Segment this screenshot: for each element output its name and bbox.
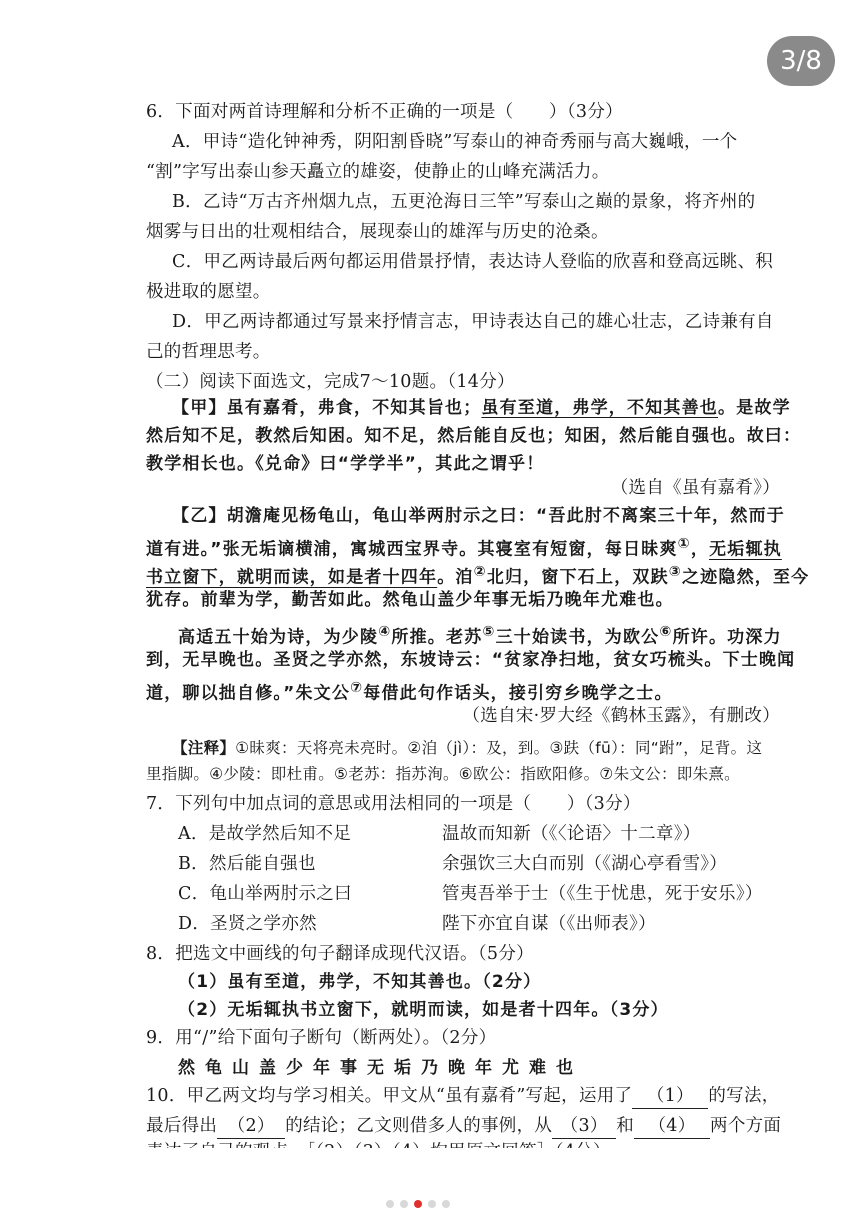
passage-jia-line3: 教学相长也。《兑命》曰“学学半”，其此之谓乎！ — [146, 454, 545, 474]
passage-yi-text: 道，聊以拙自修。”朱文公 — [146, 683, 351, 704]
footnote-marker: ② — [473, 564, 487, 580]
passage-yi-line1: 【乙】胡澹庵见杨龟山，龟山举两肘示之曰：“吾此肘不离案三十年，然而于 — [172, 506, 785, 526]
q10-text: 和 — [616, 1116, 635, 1136]
page-dots — [386, 1200, 450, 1208]
passage-yi-text: 北归，窗下石上，双趺 — [486, 567, 669, 588]
q10-line1 — [146, 1084, 780, 1109]
q7-option-c-left: C．龟山举两肘示之曰 — [178, 884, 352, 904]
q6-option-c-line2: 极进取的愿望。 — [146, 282, 271, 302]
footnote-marker: ⑦ — [350, 680, 364, 696]
q8-stem: 8．把选文中画线的句子翻译成现代汉语。（5分） — [146, 944, 534, 964]
page-dot-active[interactable] — [414, 1200, 422, 1208]
passage-yi-line2 — [146, 532, 782, 562]
passage-yi-line3 — [146, 560, 809, 590]
page-dot[interactable] — [442, 1200, 450, 1208]
page-dot[interactable] — [400, 1200, 408, 1208]
notes-text: ①昧爽：天将亮未亮时。②洎（jì）：及，到。③趺（fū）：同“跗”，足背。这 — [235, 739, 763, 757]
passage-yi-text: 高适五十始为诗，为少陵 — [178, 627, 379, 648]
passage-jia-text: 【甲】虽有嘉肴，弗食，不知其旨也； — [172, 398, 482, 418]
passage-yi-text: 所推。老苏 — [391, 627, 483, 648]
notes-line2: 里指脚。④少陵：即杜甫。⑤老苏：指苏洵。⑥欧公：指欧阳修。⑦朱文公：即朱熹。 — [146, 765, 740, 783]
q10-text: 两个方面 — [710, 1116, 782, 1136]
passage-yi-line4: 犹存。前辈为学，勤苦如此。然龟山盖少年事无垢乃晚年尤难也。 — [146, 590, 674, 610]
q7-option-a-right: 温故而知新（《〈论语〉十二章》） — [442, 824, 701, 844]
section-2-heading: （二）阅读下面选文，完成7～10题。（14分） — [146, 372, 515, 392]
q10-line2 — [146, 1114, 781, 1139]
footnote-marker: ③ — [668, 564, 682, 580]
q9-sentence: 然龟山盖少年事无垢乃晚年尤难也 — [178, 1058, 583, 1078]
notes-line1 — [172, 736, 762, 760]
passage-yi-text: ， — [690, 539, 710, 560]
underlined-sentence-2-part1: 无垢辄执 — [709, 539, 782, 560]
passage-yi-p2-line1 — [178, 620, 782, 650]
q6-option-a-line2: “割”字写出泰山参天矗立的雄姿，使静止的山峰充满活力。 — [146, 162, 610, 182]
answer-blank-3[interactable]: （3） — [552, 1114, 616, 1139]
q8-sentence-1: （1）虽有至道，弗学，不知其善也。（2分） — [178, 972, 542, 992]
passage-yi-text: 每借此句作话头，接引穷乡晚学之士。 — [363, 683, 673, 704]
footnote-marker: ⑥ — [659, 624, 673, 640]
q6-option-a-line1: A．甲诗“造化钟神秀，阴阳割昏晓”写泰山的神奇秀丽与高大巍峨，一个 — [172, 132, 738, 152]
notes-label: 【注释】 — [172, 739, 236, 757]
passage-yi-source: （选自宋·罗大经《鹤林玉露》，有删改） — [462, 706, 780, 726]
underlined-sentence-1: 虽有至道，弗学，不知其善也 — [481, 398, 719, 418]
q10-text: 的结论；乙文则借多人的事例，从 — [285, 1116, 553, 1136]
footnote-marker: ⑤ — [482, 624, 496, 640]
q6-option-d-line1: D．甲乙两诗都通过写景来抒情言志，甲诗表达自己的雄心壮志，乙诗兼有自 — [172, 312, 774, 332]
page-dot[interactable] — [386, 1200, 394, 1208]
q8-sentence-2: （2）无垢辄执书立窗下，就明而读，如是者十四年。（3分） — [178, 1000, 669, 1020]
q7-option-d-left: D．圣贤之学亦然 — [178, 914, 317, 934]
q6-stem: 6．下面对两首诗理解和分析不正确的一项是（ ）（3分） — [146, 102, 623, 122]
passage-yi-text: 三十始读书，为欧公 — [495, 627, 660, 648]
answer-blank-4[interactable]: （4） — [634, 1114, 710, 1139]
passage-jia-source: （选自《虽有嘉肴》） — [610, 478, 780, 498]
passage-yi-p2-line3 — [146, 676, 673, 706]
underlined-sentence-2-part2: 书立窗下，就明而读，如是者十四年 — [146, 567, 438, 588]
answer-blank-1[interactable]: （1） — [632, 1084, 708, 1109]
q7-option-b-right: 余强饮三大白而别（《湖心亭看雪》） — [442, 854, 728, 874]
page-dot[interactable] — [428, 1200, 436, 1208]
passage-jia-text: 。是故学 — [718, 398, 791, 418]
passage-yi-text: 。洎 — [437, 567, 474, 588]
page-indicator[interactable]: 3/8 — [767, 36, 835, 86]
q7-option-c-right: 管夷吾举于士（《生于忧患，死于安乐》） — [442, 884, 763, 904]
q6-option-d-line2: 己的哲理思考。 — [146, 342, 271, 362]
q7-option-a-left: A．是故学然后知不足 — [178, 824, 352, 844]
q6-option-b-line2: 烟雾与日出的壮观相结合，展现泰山的雄浑与历史的沧桑。 — [146, 222, 609, 242]
passage-yi-text: 之迹隐然，至今 — [681, 567, 810, 588]
q9-stem: 9．用“/”给下面句子断句（断两处）。（2分） — [146, 1028, 497, 1048]
q10-text: 的写法， — [708, 1086, 780, 1106]
footnote-marker: ① — [677, 536, 691, 552]
q10-text: 10．甲乙两文均与学习相关。甲文从“虽有嘉肴”写起，运用了 — [146, 1086, 633, 1106]
passage-yi-text: 道有进。”张无垢谪横浦，寓城西宝界寺。其寝室有短窗，每日昧爽 — [146, 539, 678, 560]
q6-option-c-line1: C．甲乙两诗最后两句都运用借景抒情，表达诗人登临的欣喜和登高远眺、积 — [172, 252, 774, 272]
passage-jia-line2: 然后知不足，教然后知困。知不足，然后能自反也；知困，然后能自强也。故曰： — [146, 426, 802, 446]
footnote-marker: ④ — [378, 624, 392, 640]
passage-yi-text: 所许。功深力 — [672, 627, 782, 648]
q7-stem: 7．下列句中加点词的意思或用法相同的一项是（ ）（3分） — [146, 794, 641, 814]
passage-yi-p2-line2: 到，无早晚也。圣贤之学亦然，东坡诗云：“贫家净扫地，贫女巧梳头。下士晚闻 — [146, 650, 796, 670]
passage-jia-line1 — [172, 396, 791, 420]
q7-option-d-right: 陛下亦宜自谋（《出师表》） — [442, 914, 656, 934]
q10-text: 最后得出 — [146, 1116, 218, 1136]
q7-option-b-left: B．然后能自强也 — [178, 854, 316, 874]
answer-blank-2[interactable]: （2） — [217, 1114, 285, 1139]
q6-option-b-line1: B．乙诗“万古齐州烟九点，五更沧海日三竿”写泰山之巅的景象，将齐州的 — [172, 192, 756, 212]
